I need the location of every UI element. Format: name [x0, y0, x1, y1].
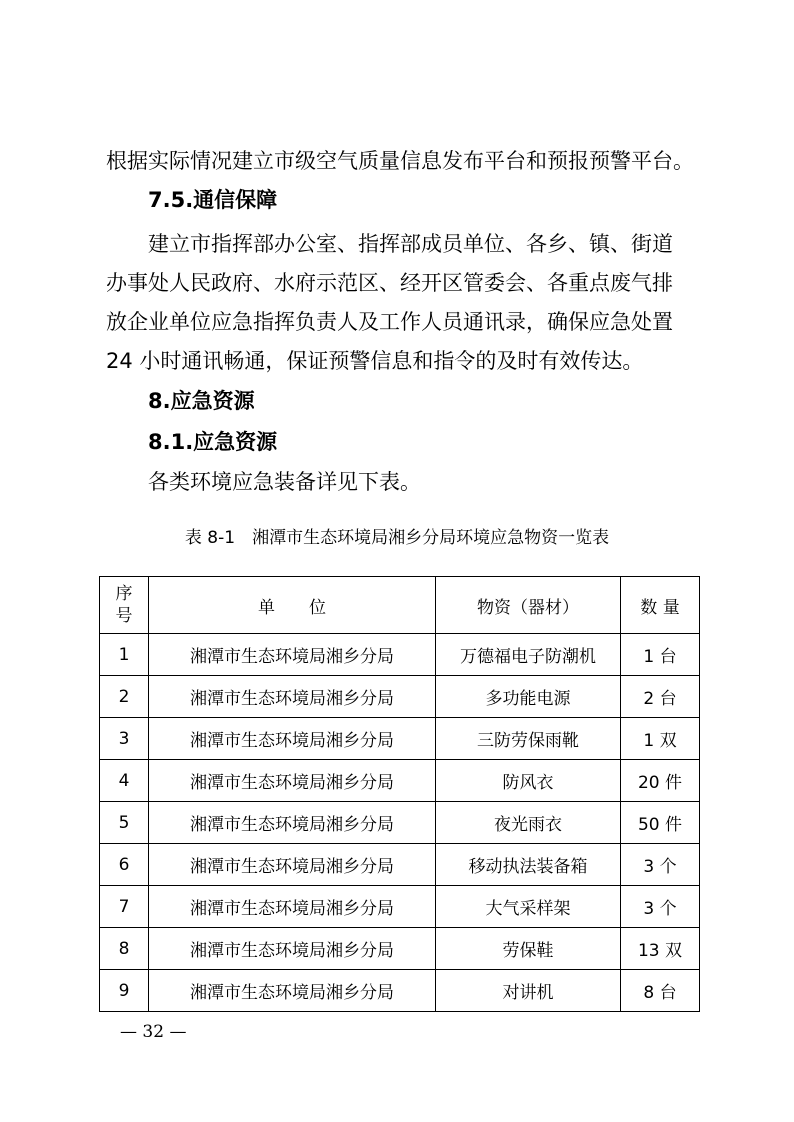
paragraph-communication-line1: 建立市指挥部办公室、指挥部成员单位、各乡、镇、街道 — [148, 232, 673, 256]
page-number: — 32 — — [120, 1022, 187, 1042]
cell-quantity: 1 台 — [621, 634, 700, 676]
heading-7-5: 7.5.通信保障 — [148, 188, 278, 212]
cell-seq: 9 — [100, 970, 149, 1012]
cell-quantity: 50 件 — [621, 802, 700, 844]
cell-seq: 6 — [100, 844, 149, 886]
cell-seq: 4 — [100, 760, 149, 802]
cell-material: 大气采样架 — [436, 886, 621, 928]
table-header-row — [100, 577, 700, 634]
cell-unit: 湘潭市生态环境局湘乡分局 — [149, 718, 436, 760]
cell-seq: 7 — [100, 886, 149, 928]
cell-material: 劳保鞋 — [436, 928, 621, 970]
cell-seq: 8 — [100, 928, 149, 970]
cell-unit: 湘潭市生态环境局湘乡分局 — [149, 634, 436, 676]
cell-seq: 3 — [100, 718, 149, 760]
cell-quantity: 8 台 — [621, 970, 700, 1012]
cell-material: 三防劳保雨靴 — [436, 718, 621, 760]
cell-unit: 湘潭市生态环境局湘乡分局 — [149, 886, 436, 928]
paragraph-platform: 根据实际情况建立市级空气质量信息发布平台和预报预警平台。 — [106, 149, 694, 173]
heading-8: 8.应急资源 — [148, 389, 255, 413]
paragraph-table-intro: 各类环境应急装备详见下表。 — [148, 470, 421, 494]
header-unit: 单 位 — [149, 577, 436, 634]
table-row — [100, 718, 700, 760]
cell-unit: 湘潭市生态环境局湘乡分局 — [149, 928, 436, 970]
cell-material: 多功能电源 — [436, 676, 621, 718]
header-quantity: 数 量 — [621, 577, 700, 634]
header-material: 物资（器材） — [436, 577, 621, 634]
cell-unit: 湘潭市生态环境局湘乡分局 — [149, 760, 436, 802]
table-row — [100, 970, 700, 1012]
cell-unit: 湘潭市生态环境局湘乡分局 — [149, 970, 436, 1012]
cell-seq: 1 — [100, 634, 149, 676]
header-seq — [100, 577, 149, 634]
cell-quantity: 20 件 — [621, 760, 700, 802]
cell-quantity: 1 双 — [621, 718, 700, 760]
cell-quantity: 13 双 — [621, 928, 700, 970]
table-row — [100, 844, 700, 886]
header-seq-line1: 序 — [115, 584, 133, 604]
materials-table — [99, 576, 700, 1012]
cell-material: 移动执法装备箱 — [436, 844, 621, 886]
table-row — [100, 928, 700, 970]
cell-seq: 5 — [100, 802, 149, 844]
table-row — [100, 634, 700, 676]
heading-8-1: 8.1.应急资源 — [148, 430, 278, 454]
header-seq-line2: 号 — [115, 606, 133, 626]
table-row — [100, 676, 700, 718]
cell-quantity: 3 个 — [621, 844, 700, 886]
table-caption: 表 8-1 湘潭市生态环境局湘乡分局环境应急物资一览表 — [184, 528, 610, 548]
paragraph-communication-line2: 办事处人民政府、水府示范区、经开区管委会、各重点废气排 — [106, 271, 673, 295]
table-row — [100, 886, 700, 928]
paragraph-communication-line4: 24 小时通讯畅通，保证预警信息和指令的及时有效传达。 — [106, 349, 644, 373]
cell-material: 防风衣 — [436, 760, 621, 802]
paragraph-communication-line3: 放企业单位应急指挥负责人及工作人员通讯录，确保应急处置 — [106, 310, 673, 334]
cell-unit: 湘潭市生态环境局湘乡分局 — [149, 844, 436, 886]
table-row — [100, 760, 700, 802]
cell-unit: 湘潭市生态环境局湘乡分局 — [149, 676, 436, 718]
cell-seq: 2 — [100, 676, 149, 718]
table-row — [100, 802, 700, 844]
cell-unit: 湘潭市生态环境局湘乡分局 — [149, 802, 436, 844]
cell-material: 对讲机 — [436, 970, 621, 1012]
cell-material: 万德福电子防潮机 — [436, 634, 621, 676]
cell-material: 夜光雨衣 — [436, 802, 621, 844]
cell-quantity: 3 个 — [621, 886, 700, 928]
cell-quantity: 2 台 — [621, 676, 700, 718]
